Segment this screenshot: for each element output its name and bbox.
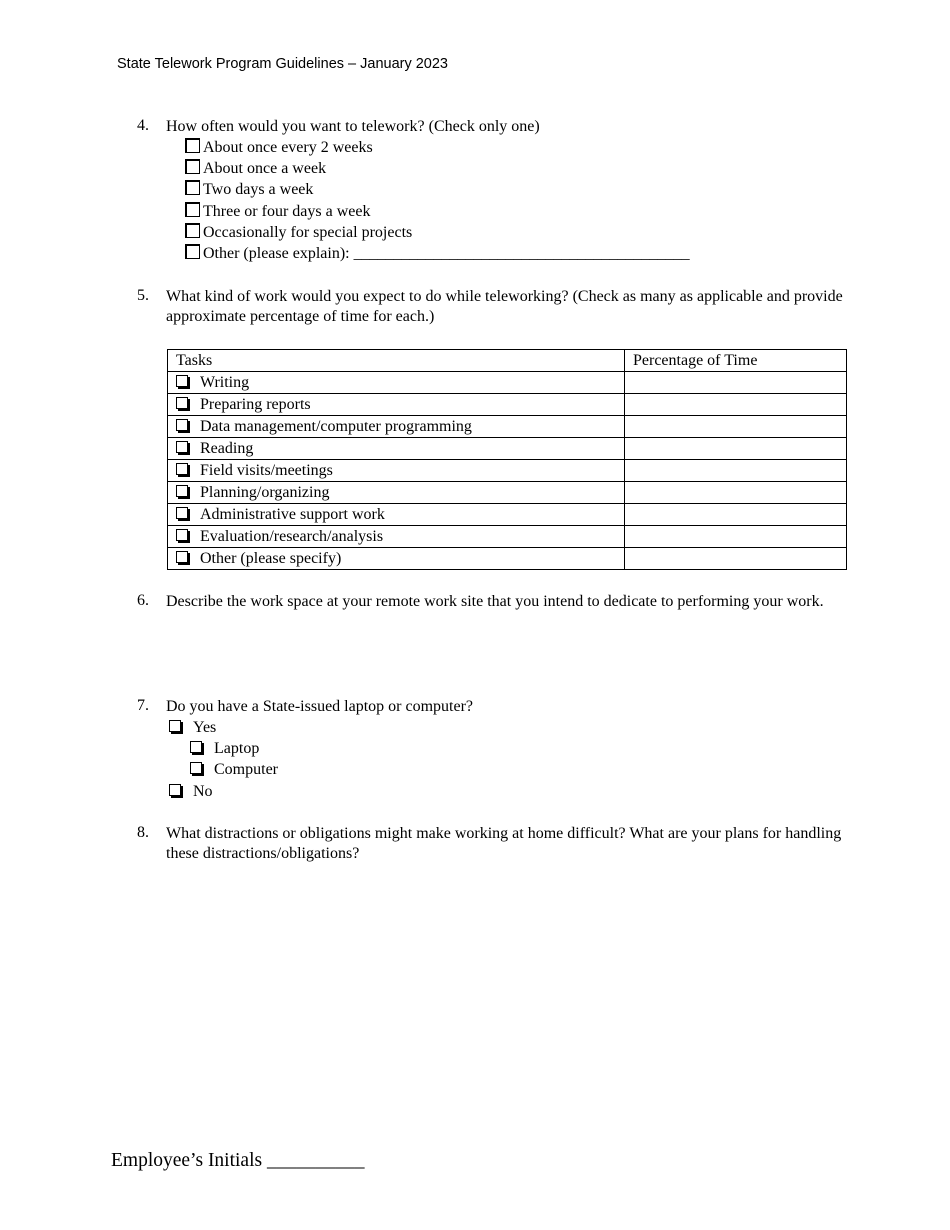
percentage-cell[interactable]: [625, 460, 847, 482]
task-cell[interactable]: Field visits/meetings: [168, 460, 625, 482]
employee-initials-field[interactable]: Employee’s Initials __________: [111, 1150, 365, 1171]
checkbox[interactable]: [176, 441, 188, 453]
task-cell[interactable]: Reading: [168, 438, 625, 460]
task-cell[interactable]: Planning/organizing: [168, 482, 625, 504]
column-header-tasks: Tasks: [168, 350, 625, 372]
question-number: 6.: [137, 592, 149, 609]
checkbox[interactable]: [185, 159, 200, 174]
checkbox[interactable]: [185, 223, 200, 238]
table-row: [168, 526, 847, 548]
checkbox[interactable]: [169, 784, 181, 796]
percentage-cell[interactable]: [625, 526, 847, 548]
question-text: Describe the work space at your remote work site that you intend to dedicate to performing your work.: [166, 593, 824, 610]
tasks-table: [167, 349, 847, 570]
table-header-row: [168, 350, 847, 372]
table-row: [168, 548, 847, 570]
checkbox[interactable]: [176, 397, 188, 409]
frequency-option[interactable]: Three or four days a week: [185, 201, 370, 222]
question-number: 7.: [137, 697, 149, 714]
page-header: State Telework Program Guidelines – January 2023: [117, 56, 449, 72]
table-row: [168, 416, 847, 438]
checkbox[interactable]: [185, 138, 200, 153]
question-4: [137, 117, 847, 137]
percentage-cell[interactable]: [625, 394, 847, 416]
task-cell[interactable]: Other (please specify): [168, 548, 625, 570]
question-text: How often would you want to telework? (Check only one): [166, 118, 540, 135]
question-number: 8.: [137, 824, 149, 841]
checkbox[interactable]: [185, 202, 200, 217]
question-number: 5.: [137, 287, 149, 304]
option-laptop[interactable]: Laptop: [190, 738, 259, 759]
checkbox[interactable]: [176, 419, 188, 431]
frequency-option-other[interactable]: Other (please explain): __________________________________________: [185, 243, 690, 264]
option-yes[interactable]: Yes: [169, 717, 216, 738]
frequency-option[interactable]: About once every 2 weeks: [185, 137, 373, 158]
checkbox[interactable]: [176, 551, 188, 563]
question-text: What distractions or obligations might make working at home difficult? What are your plans for handling these distractions/obligations?: [166, 825, 842, 862]
task-cell[interactable]: Evaluation/research/analysis: [168, 526, 625, 548]
percentage-cell[interactable]: [625, 438, 847, 460]
percentage-cell[interactable]: [625, 416, 847, 438]
checkbox[interactable]: [176, 485, 188, 497]
task-cell[interactable]: Administrative support work: [168, 504, 625, 526]
percentage-cell[interactable]: [625, 504, 847, 526]
question-7: [137, 697, 847, 717]
checkbox[interactable]: [190, 762, 202, 774]
option-computer[interactable]: Computer: [190, 759, 278, 780]
frequency-option[interactable]: About once a week: [185, 158, 326, 179]
table-row: [168, 372, 847, 394]
task-cell[interactable]: Preparing reports: [168, 394, 625, 416]
checkbox[interactable]: [185, 180, 200, 195]
column-header-percentage: Percentage of Time: [625, 350, 847, 372]
table-row: [168, 394, 847, 416]
checkbox[interactable]: [185, 244, 200, 259]
percentage-cell[interactable]: [625, 548, 847, 570]
checkbox[interactable]: [176, 375, 188, 387]
table-row: [168, 482, 847, 504]
question-text: Do you have a State-issued laptop or computer?: [166, 698, 474, 715]
frequency-option[interactable]: Two days a week: [185, 179, 313, 200]
question-text: What kind of work would you expect to do while teleworking? (Check as many as applicable and provide approximate percentage of time for each.): [166, 288, 843, 325]
option-no[interactable]: No: [169, 781, 213, 802]
checkbox[interactable]: [190, 741, 202, 753]
question-6: [137, 592, 847, 612]
task-cell[interactable]: Data management/computer programming: [168, 416, 625, 438]
question-number: 4.: [137, 117, 149, 134]
percentage-cell[interactable]: [625, 482, 847, 504]
table-row: [168, 438, 847, 460]
question-5: [137, 287, 847, 327]
checkbox[interactable]: [169, 720, 181, 732]
checkbox[interactable]: [176, 507, 188, 519]
checkbox[interactable]: [176, 529, 188, 541]
question-8: [137, 824, 847, 864]
percentage-cell[interactable]: [625, 372, 847, 394]
table-row: [168, 460, 847, 482]
checkbox[interactable]: [176, 463, 188, 475]
task-cell[interactable]: Writing: [168, 372, 625, 394]
frequency-option[interactable]: Occasionally for special projects: [185, 222, 412, 243]
table-row: [168, 504, 847, 526]
